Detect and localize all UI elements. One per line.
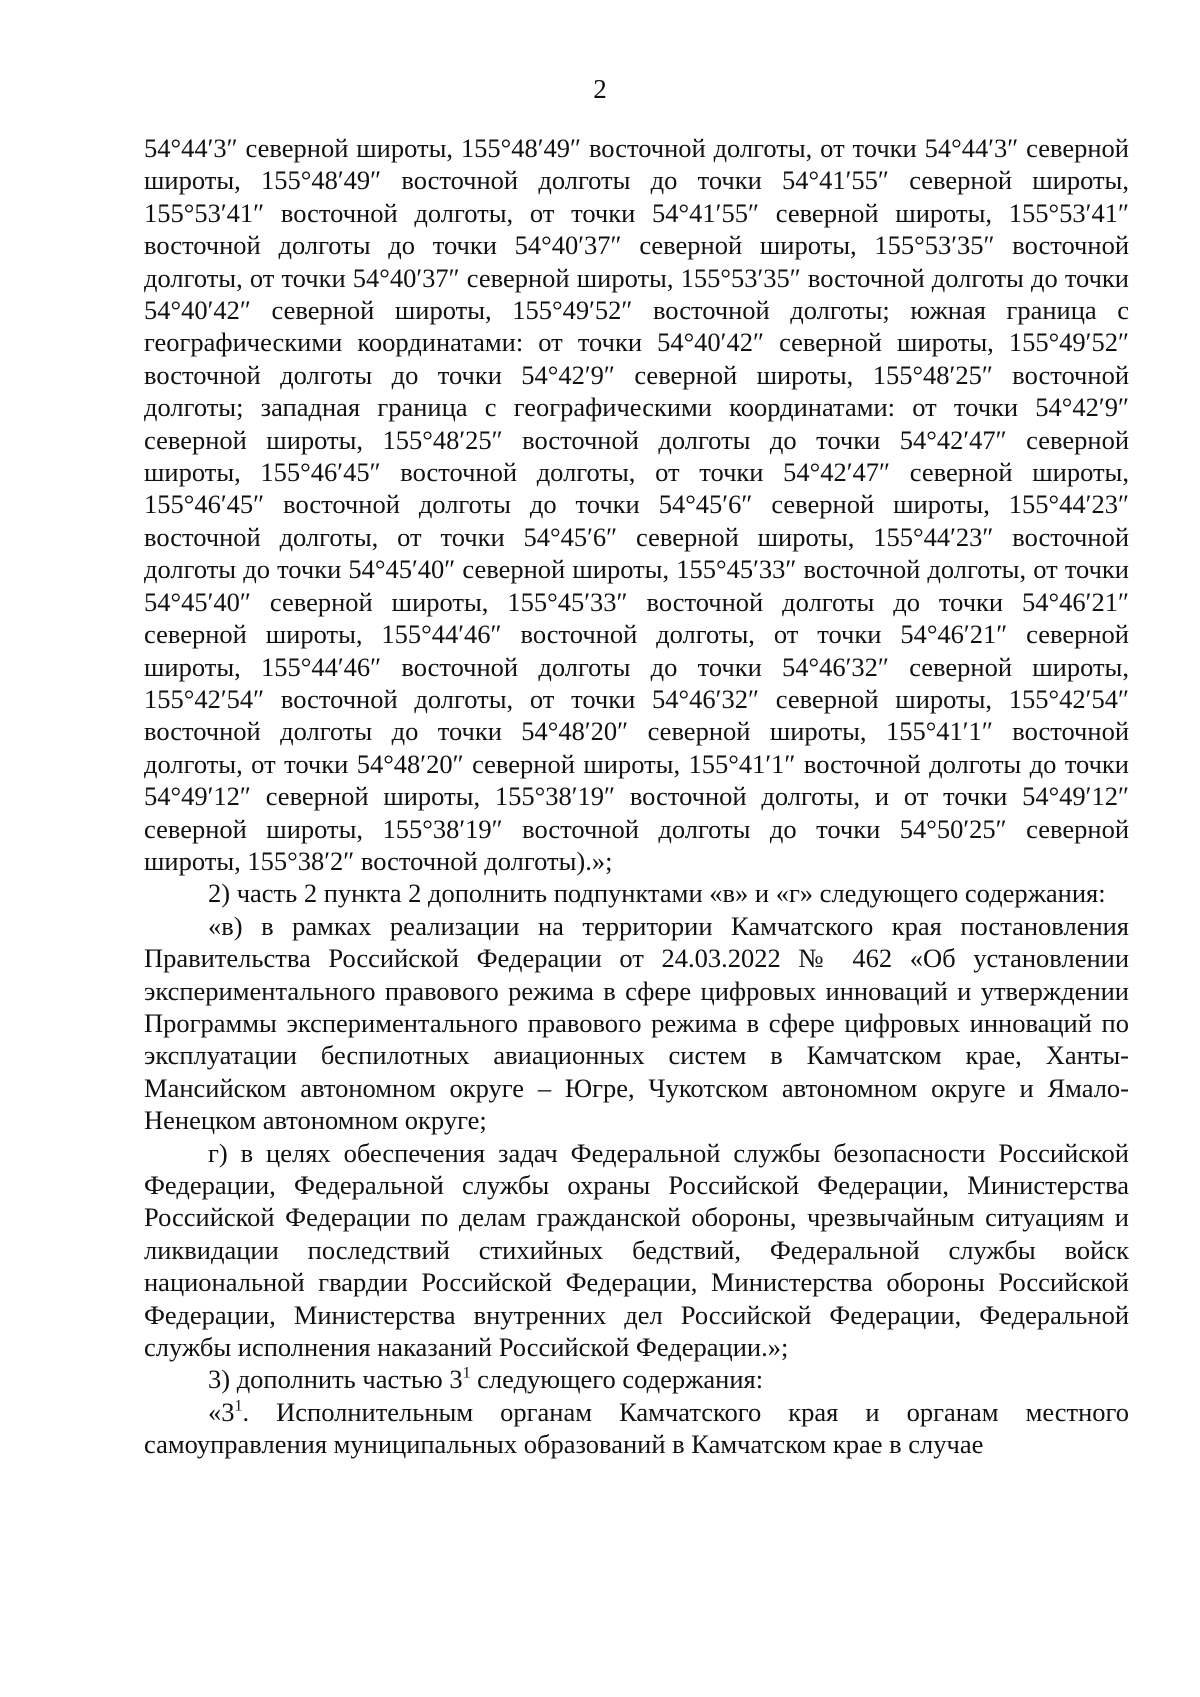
paragraph-part-3-1	[144, 1396, 1129, 1461]
paragraph-part-3-1-text-start: «3	[208, 1396, 235, 1427]
document-body	[144, 132, 1129, 1461]
superscript-one: 1	[234, 1397, 243, 1415]
paragraph-item-3-text-end: следующего содержания:	[470, 1364, 764, 1395]
paragraph-subitem-v: «в) в рамках реализации на территории Камчатского края постановления Правительства Российской Федерации от 24.03.2022 № 462 «Об установлении экспериментального правового режима в сфере цифровых инноваций и утверждении Программы экспериментального правового режима в сфере цифровых инноваций по эксплуатации беспилотных авиационных систем в Камчатском крае, Ханты-Мансийском автономном округе – Югре, Чукотском автономном округе и Ямало-Ненецком автономном округе;	[144, 910, 1129, 1136]
paragraph-part-3-1-text-end: . Исполнительным органам Камчатского края и органам местного самоуправления муниципальных образований в Камчатском крае в случае	[144, 1396, 1129, 1460]
paragraph-item-3-text-start: 3) дополнить частью 3	[208, 1364, 463, 1395]
paragraph-item-3	[144, 1363, 1129, 1395]
paragraph-item-2: 2) часть 2 пункта 2 дополнить подпунктами «в» и «г» следующего содержания:	[208, 878, 1106, 909]
paragraph-subitem-g: г) в целях обеспечения задач Федеральной службы безопасности Российской Федерации, Федеральной службы охраны Российской Федерации, Министерства Российской Федерации по делам гражданской обороны, чрезвычайным ситуациям и ликвидации последствий стихийных бедствий, Федеральной службы войск национальной гвардии Российской Федерации, Министерства обороны Российской Федерации, Министерства внутренних дел Российской Федерации, Федеральной службы исполнения наказаний Российской Федерации.»;	[144, 1137, 1129, 1363]
superscript-one: 1	[462, 1365, 471, 1383]
paragraph-coordinates: 54°44′3″ северной широты, 155°48′49″ восточной долготы, от точки 54°44′3″ северной широты, 155°48′49″ восточной долготы до точки 54°41′55″ северной широты, 155°53′41″ восточной долготы, от точки 54°41′55″ северной широты, 155°53′41″ восточной долготы до точки 54°40′37″ северной широты, 155°53′35″ восточной долготы, от точки 54°40′37″ северной широты, 155°53′35″ восточной долготы до точки 54°40′42″ северной широты, 155°49′52″ восточной долготы; южная граница с географическими координатами: от точки 54°40′42″ северной широты, 155°49′52″ восточной долготы до точки 54°42′9″ северной широты, 155°48′25″ восточной долготы; западная граница с географическими координатами: от точки 54°42′9″ северной широты, 155°48′25″ восточной долготы до точки 54°42′47″ северной широты, 155°46′45″ восточной долготы, от точки 54°42′47″ северной широты, 155°46′45″ восточной долготы до точки 54°45′6″ северной широты, 155°44′23″ восточной долготы, от точки 54°45′6″ северной широты, 155°44′23″ восточной долготы до точки 54°45′40″ северной широты, 155°45′33″ восточной долготы, от точки 54°45′40″ северной широты, 155°45′33″ восточной долготы до точки 54°46′21″ северной широты, 155°44′46″ восточной долготы, от точки 54°46′21″ северной широты, 155°44′46″ восточной долготы до точки 54°46′32″ северной широты, 155°42′54″ восточной долготы, от точки 54°46′32″ северной широты, 155°42′54″ восточной долготы до точки 54°48′20″ северной широты, 155°41′1″ восточной долготы, от точки 54°48′20″ северной широты, 155°41′1″ восточной долготы до точки 54°49′12″ северной широты, 155°38′19″ восточной долготы, и от точки 54°49′12″ северной широты, 155°38′19″ восточной долготы до точки 54°50′25″ северной широты, 155°38′2″ восточной долготы).»;	[144, 133, 1129, 876]
page-number: 2	[593, 74, 607, 104]
